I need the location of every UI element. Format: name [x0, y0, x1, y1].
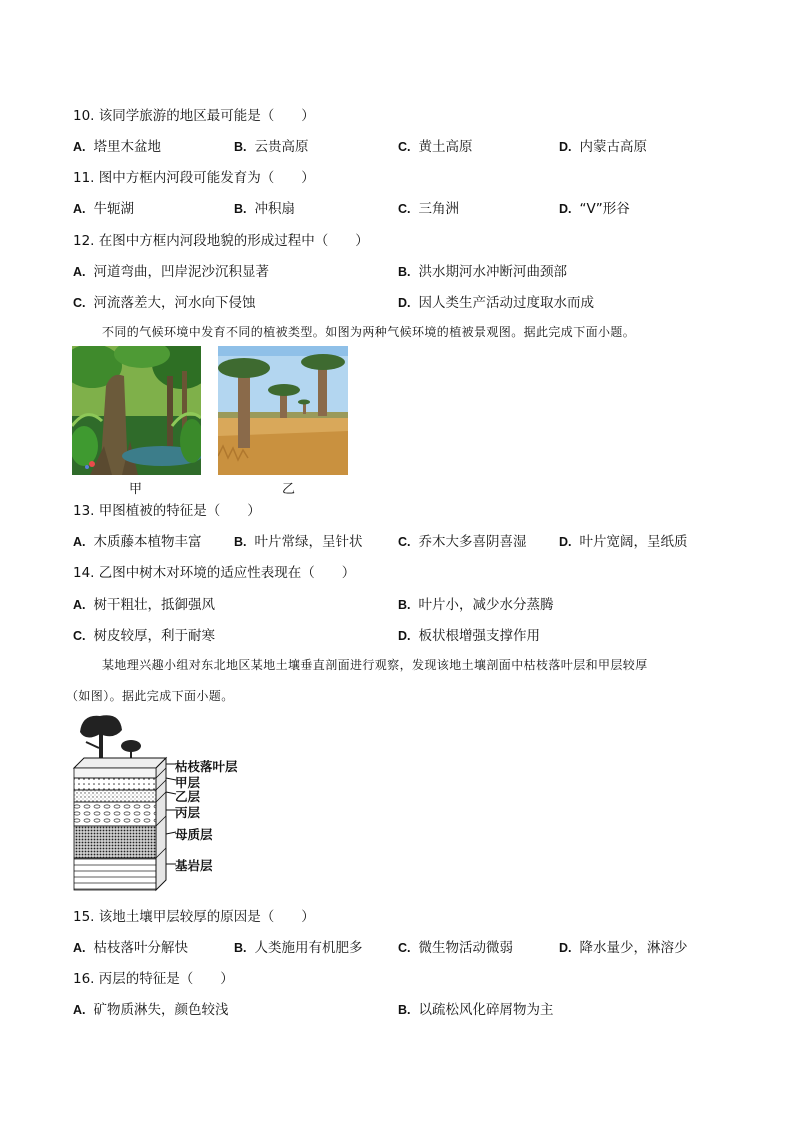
q12-option-a[interactable] — [73, 260, 269, 280]
passage-intro-soil-line2: （如图）。据此完成下面小题。 — [66, 689, 234, 703]
question-13-stem: 13. 甲图植被的特征是（ ） — [73, 503, 261, 519]
layer-label-parent-material: 母质层 — [175, 827, 213, 842]
soil-profile-diagram — [72, 712, 252, 896]
option-text: 云贵高原 — [254, 139, 309, 155]
option-text: “V”形谷 — [579, 201, 630, 217]
option-text: 木质藤本植物丰富 — [93, 534, 202, 550]
q11-option-b[interactable] — [234, 197, 295, 217]
option-text: 黄土高原 — [418, 139, 473, 155]
q15-option-d[interactable] — [559, 936, 688, 956]
q11-option-a[interactable] — [73, 197, 134, 217]
question-15-stem: 15. 该地土壤甲层较厚的原因是（ ） — [73, 909, 315, 925]
option-text: 以疏松风化碎屑物为主 — [418, 1002, 554, 1018]
q16-option-b[interactable] — [398, 998, 554, 1018]
option-text: 内蒙古高原 — [579, 139, 647, 155]
q14-option-a[interactable] — [73, 593, 215, 613]
savanna-image — [218, 346, 348, 475]
passage-intro-vegetation: 不同的气候环境中发育不同的植被类型。如图为两种气候环境的植被景观图。据此完成下面小题。 — [102, 325, 636, 339]
option-text: 树干粗壮，抵御强风 — [93, 597, 215, 613]
q13-option-a[interactable] — [73, 530, 202, 550]
q13-option-b[interactable] — [234, 530, 363, 550]
option-text: 降水量少，淋溶少 — [579, 940, 688, 956]
option-key: A. — [73, 535, 86, 549]
option-key: C. — [398, 535, 411, 549]
option-key: A. — [73, 941, 86, 955]
q15-option-b[interactable] — [234, 936, 363, 956]
option-key: B. — [234, 202, 247, 216]
q12-option-b[interactable] — [398, 260, 567, 280]
rainforest-image — [72, 346, 201, 475]
option-key: A. — [73, 202, 86, 216]
option-key: C. — [398, 140, 411, 154]
option-key: B. — [398, 598, 411, 612]
figure-caption-a: 甲 — [129, 482, 143, 497]
option-key: A. — [73, 598, 86, 612]
option-text: 叶片小，减少水分蒸腾 — [418, 597, 554, 613]
q13-option-d[interactable] — [559, 530, 688, 550]
option-text: 枯枝落叶分解快 — [93, 940, 188, 956]
option-text: 三角洲 — [418, 201, 459, 217]
q11-option-d[interactable] — [559, 197, 630, 217]
option-key: B. — [234, 535, 247, 549]
option-text: 牛轭湖 — [93, 201, 134, 217]
q11-option-c[interactable] — [398, 197, 459, 217]
option-key: B. — [398, 1003, 411, 1017]
q12-option-c[interactable] — [73, 291, 256, 311]
option-text: 因人类生产活动过度取水而成 — [418, 295, 594, 311]
q16-option-a[interactable] — [73, 998, 229, 1018]
option-key: C. — [398, 941, 411, 955]
option-key: D. — [559, 140, 572, 154]
option-text: 洪水期河水冲断河曲颈部 — [418, 264, 567, 280]
option-text: 冲积扇 — [254, 201, 295, 217]
option-text: 河道弯曲，凹岸泥沙沉积显著 — [93, 264, 269, 280]
option-key: C. — [73, 629, 86, 643]
layer-label-b: 乙层 — [175, 789, 201, 804]
option-text: 叶片常绿，呈针状 — [254, 534, 363, 550]
option-text: 乔木大多喜阴喜湿 — [418, 534, 527, 550]
q14-option-c[interactable] — [73, 624, 215, 644]
passage-intro-soil-line1: 某地理兴趣小组对东北地区某地土壤垂直剖面进行观察，发现该地土壤剖面中枯枝落叶层和甲层较厚 — [102, 658, 648, 672]
option-text: 矿物质淋失，颜色较浅 — [93, 1002, 229, 1018]
layer-label-litter: 枯枝落叶层 — [175, 759, 238, 774]
q10-option-d[interactable] — [559, 135, 647, 155]
option-key: D. — [559, 202, 572, 216]
option-key: B. — [234, 140, 247, 154]
question-12-stem: 12. 在图中方框内河段地貌的形成过程中（ ） — [73, 233, 369, 249]
question-10-stem: 10. 该同学旅游的地区最可能是（ ） — [73, 108, 315, 124]
option-text: 树皮较厚，利于耐寒 — [93, 628, 215, 644]
option-text: 微生物活动微弱 — [418, 940, 513, 956]
option-text: 塔里木盆地 — [93, 139, 161, 155]
option-key: A. — [73, 265, 86, 279]
figure-caption-b: 乙 — [282, 482, 296, 497]
q10-option-a[interactable] — [73, 135, 161, 155]
option-key: D. — [398, 296, 411, 310]
option-key: A. — [73, 1003, 86, 1017]
option-key: D. — [559, 941, 572, 955]
option-key: B. — [398, 265, 411, 279]
q13-option-c[interactable] — [398, 530, 527, 550]
layer-label-c: 丙层 — [175, 805, 201, 820]
layer-label-a: 甲层 — [175, 775, 201, 790]
q10-option-c[interactable] — [398, 135, 473, 155]
question-14-stem: 14. 乙图中树木对环境的适应性表现在（ ） — [73, 565, 356, 581]
q14-option-d[interactable] — [398, 624, 540, 644]
option-key: C. — [73, 296, 86, 310]
q15-option-a[interactable] — [73, 936, 188, 956]
option-text: 叶片宽阔，呈纸质 — [579, 534, 688, 550]
option-text: 板状根增强支撑作用 — [418, 628, 540, 644]
option-text: 人类施用有机肥多 — [254, 940, 363, 956]
option-text: 河流落差大，河水向下侵蚀 — [93, 295, 256, 311]
question-11-stem: 11. 图中方框内河段可能发育为（ ） — [73, 170, 315, 186]
q12-option-d[interactable] — [398, 291, 594, 311]
option-key: C. — [398, 202, 411, 216]
option-key: B. — [234, 941, 247, 955]
q15-option-c[interactable] — [398, 936, 513, 956]
q14-option-b[interactable] — [398, 593, 554, 613]
q10-option-b[interactable] — [234, 135, 309, 155]
question-16-stem: 16. 丙层的特征是（ ） — [73, 971, 234, 987]
layer-label-bedrock: 基岩层 — [175, 858, 213, 873]
option-key: D. — [559, 535, 572, 549]
option-key: A. — [73, 140, 86, 154]
option-key: D. — [398, 629, 411, 643]
